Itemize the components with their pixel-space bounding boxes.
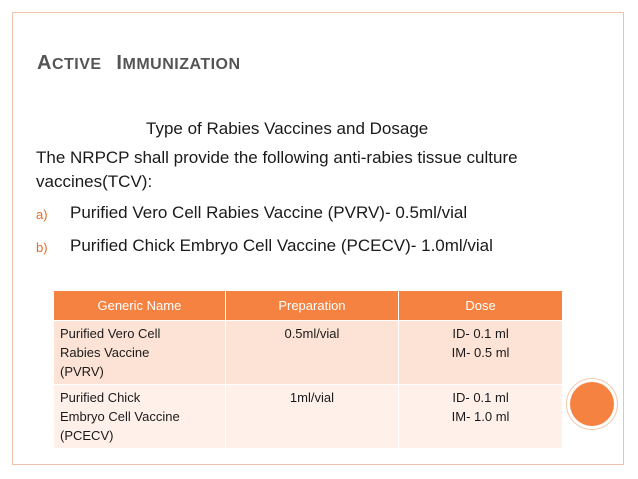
table-header-row: [54, 291, 563, 321]
bullet-marker: b): [36, 240, 48, 255]
cell-line: Rabies Vaccine: [60, 345, 150, 360]
cell-generic-name: [54, 385, 226, 449]
cell-line: ID- 0.1 ml: [452, 390, 509, 405]
bullet-marker: a): [36, 207, 48, 222]
header-generic-name: Generic Name: [54, 291, 226, 321]
cell-line: Embryo Cell Vaccine: [60, 409, 180, 424]
slide-subtitle: Type of Rabies Vaccines and Dosage: [146, 119, 429, 138]
cell-dose: [399, 321, 563, 385]
bullet-text: Purified Chick Embryo Cell Vaccine (PCECV)- 1.0ml/vial: [70, 236, 493, 255]
header-preparation: Preparation: [225, 291, 398, 321]
title-initial-2: I: [116, 52, 123, 74]
cell-line: ID- 0.1 ml: [452, 326, 509, 341]
cell-line: (PCECV): [60, 428, 114, 443]
bullet-item: [36, 201, 596, 225]
cell-line: IM- 0.5 ml: [451, 345, 510, 360]
cell-line: Purified Chick: [60, 390, 141, 405]
intro-text: The NRPCP shall provide the following anti-rabies tissue culture vaccines(TCV):: [36, 148, 518, 191]
cell-generic-name: [54, 321, 226, 385]
decorative-circle-fill: [570, 382, 614, 426]
cell-preparation: 0.5ml/vial: [225, 321, 398, 385]
title-initial-1: A: [37, 52, 52, 74]
cell-preparation: 1ml/vial: [225, 385, 398, 449]
table-row: [54, 385, 563, 449]
title-rest-1: CTIVE: [51, 56, 102, 73]
cell-line: Purified Vero Cell: [60, 326, 161, 341]
vaccine-table: [53, 290, 563, 449]
bullet-text: Purified Vero Cell Rabies Vaccine (PVRV)- 0.5ml/vial: [70, 203, 468, 222]
cell-dose: [399, 385, 563, 449]
cell-line: IM- 1.0 ml: [451, 409, 510, 424]
bullet-item: [36, 234, 596, 258]
cell-line: (PVRV): [60, 364, 104, 379]
title-rest-2: MMUNIZATION: [122, 56, 241, 73]
slide-title: [37, 52, 241, 75]
header-dose: Dose: [399, 291, 563, 321]
table-row: [54, 321, 563, 385]
